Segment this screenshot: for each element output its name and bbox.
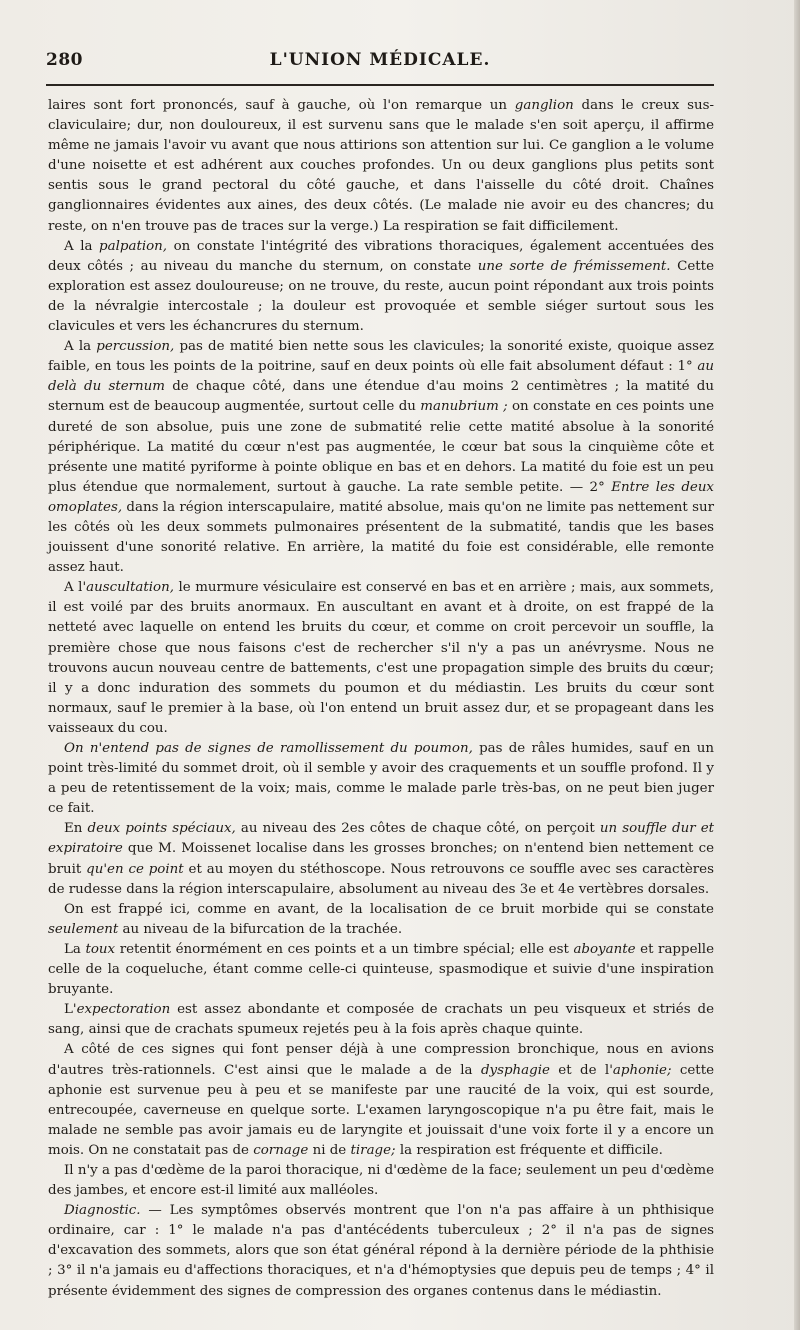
text-run: retentit énormément en ces points et a un timbre spécial; elle est — [115, 941, 574, 957]
text-run: L' — [64, 1002, 77, 1018]
italic-text: aphonie; — [612, 1062, 672, 1078]
text-run: on constate l'intégrité des vibrations thoraciques, également accentuées des deux côtés ; au niveau du manche du sternum, on constate — [48, 238, 714, 274]
text-run: de chaque côté, dans une étendue d'au moins 2 centimètres ; la matité du sternum est de beaucoup augmentée, surtout celle du — [48, 379, 714, 415]
text-run: au niveau de la bifurcation de la trachée. — [118, 921, 403, 937]
text-run: et rappelle celle de la coqueluche, étant comme celle-ci quinteuse, spasmodique et suivie d'une inspiration bruyante. — [48, 941, 714, 998]
page-number: 280 — [46, 50, 83, 70]
italic-text: dysphagie — [480, 1062, 550, 1078]
italic-text: expectoration — [76, 1002, 171, 1018]
italic-text: deux points spéciaux, — [87, 821, 236, 837]
italic-text: Diagnostic. — [64, 1203, 141, 1219]
text-run: cette aphonie est survenue peu à peu et se manifeste par une raucité de la voix, qui est sourde, entrecoupée, caverneuse en quelque sorte. L'examen laryngoscopique n'a pu être fait, mais le malade ne semble pas avoir jamais eu de laryngite et jouissait d'une voix forte il y a encore un mois. On ne constatait pas de — [48, 1062, 714, 1158]
text-run: On est frappé ici, comme en avant, de la localisation de ce bruit morbide qui se constate — [64, 901, 714, 917]
italic-text: une sorte de frémissement. — [477, 258, 671, 274]
paragraph — [48, 1201, 714, 1301]
text-run: A la — [64, 339, 97, 355]
italic-text: palpation, — [99, 238, 168, 254]
text-run: pas de matité bien nette sous les clavicules; la sonorité existe, quoique assez faible, en tous les points de la poitrine, sauf en deux points où elle fait absolument défaut : 1° — [48, 339, 714, 375]
text-run: on constate en ces points une dureté de son absolue, puis une zone de submatité relie cette matité absolue à la sonorité périphérique. La matité du cœur n'est pas augmentée, le cœur bat sous la cinquième côte et présente une matité pyriforme à pointe oblique en bas et en dehors. La matité du foie est un peu plus étendue que normalement, surtout à gauche. La rate semble petite. — 2° — [48, 399, 714, 495]
text-run: au niveau des 2es côtes de chaque côté, on perçoit — [235, 821, 600, 837]
italic-text: au delà du sternum — [48, 359, 714, 395]
text-run: Cette exploration est assez douloureuse; on ne trouve, du reste, aucun point répondant aux trois points de la névralgie intercostale ; la douleur est provoquée et semble siéger surtout sous les clavicules et vers les échancrures du sternum. — [48, 258, 714, 335]
text-run: La — [64, 941, 86, 957]
text-run: ni de — [308, 1142, 351, 1158]
text-run: la respiration est fréquente et difficile. — [395, 1142, 663, 1158]
paragraph — [48, 1161, 714, 1201]
text-run: dans le creux sus-claviculaire; dur, non douloureux, il est survenu sans que le malade s'en soit aperçu, il affirme même ne jamais l'avoir vu avant que nous attirions son attention sur lui. Ce ganglion a le volume d'une noisette et est adhérent aux couches profondes. Un ou deux ganglions plus petits sont sentis sous le grand pectoral du côté gauche, et dans l'aisselle du côté droit. Chaînes ganglionnaires évidentes aux aines, des deux côtés. (Le malade nie avoir eu des chancres; du reste, on n'en trouve pas de traces sur la verge.) La respiration se fait difficilement. — [48, 98, 714, 234]
text-run: laires sont fort prononcés, sauf à gauche, où l'on remarque un — [48, 98, 515, 113]
page-header — [46, 50, 714, 80]
italic-text: Entre les deux omoplates, — [48, 479, 714, 515]
text-run: le murmure vésiculaire est conservé en bas et en arrière ; mais, aux sommets, il est voilé par des bruits anormaux. En auscultant en avant et à droite, on est frappé de la netteté avec laquelle on entend les bruits du cœur, et comme on croit percevoir un souffle, la première chose que nous faisons c'est de rechercher s'il n'y a pas un anévrysme. Nous ne trouvons aucun nouveau centre de battements, c'est une propagation simple des bruits du cœur; il y a donc induration des sommets du poumon et du médiastin. Les bruits du cœur sont normaux, sauf le premier à la base, où l'on entend un bruit assez dur, et se propageant dans les vaisseaux du cou. — [48, 580, 714, 736]
paragraph — [48, 337, 714, 578]
paragraph — [48, 739, 714, 819]
text-run: A l' — [64, 580, 87, 596]
text-run: que M. Moissenet localise dans les grosses bronches; on n'entend bien nettement ce bruit — [48, 841, 714, 877]
text-run: En — [64, 821, 88, 837]
italic-text: seulement — [48, 921, 119, 937]
italic-text: qu'en ce point — [86, 861, 184, 877]
text-run: dans la région interscapulaire, matité absolue, mais qu'on ne limite pas nettement sur les côtés où les deux sommets pulmonaires présentent de la submatité, tandis que les bases jouissent d'une sonorité relative. En arrière, la matité du foie est considérable, elle remonte assez haut. — [48, 499, 714, 576]
paragraph — [48, 900, 714, 940]
text-run: A la — [64, 238, 100, 254]
text-run: et de l' — [549, 1062, 613, 1078]
paragraph — [48, 940, 714, 1000]
italic-text: aboyante — [573, 941, 636, 957]
paragraph — [48, 237, 714, 337]
header-rule — [46, 84, 714, 86]
paragraph — [48, 1000, 714, 1040]
paragraph — [48, 1040, 714, 1161]
text-run: et au moyen du stéthoscope. Nous retrouvons ce souffle avec ses caractères de rudesse dans la région interscapulaire, absolument au niveau des 3e et 4e vertèbres dorsales. — [48, 861, 714, 897]
text-run: — Les symptômes observés montrent que l'on n'a pas affaire à un phthisique ordinaire, car : 1° le malade n'a pas d'antécédents tuberculeux ; 2° il n'a pas de signes d'excavation des sommets, alors que son état général répond à la dernière période de la phthisie ; 3° il n'a jamais eu d'affections thoraciques, et n'a d'hémoptysies que depuis peu de temps ; 4° il présente évidemment des signes de compression des organes contenus dans le médiastin. — [48, 1203, 714, 1299]
body-text — [48, 96, 714, 1302]
paragraph — [48, 578, 714, 739]
italic-text: tirage; — [350, 1142, 396, 1158]
italic-text: toux — [85, 941, 116, 957]
paragraph — [48, 819, 714, 899]
text-run: est assez abondante et composée de crachats un peu visqueux et striés de sang, ainsi que de crachats spumeux rejetés peu à la fois après chaque quinte. — [48, 1002, 714, 1038]
italic-text: On n'entend pas de signes de ramollissement du poumon, — [64, 741, 473, 756]
italic-text: percussion, — [96, 339, 175, 355]
running-title: L'UNION MÉDICALE. — [269, 50, 491, 70]
italic-text: manubrium ; — [420, 399, 508, 415]
italic-text: auscultation, — [86, 580, 174, 596]
paragraph — [48, 96, 714, 237]
italic-text: ganglion — [514, 98, 574, 113]
page-edge — [794, 0, 800, 1330]
italic-text: un souffle dur et expiratoire — [48, 821, 715, 857]
italic-text: cornage — [253, 1142, 309, 1158]
text-run: Il n'y a pas d'œdème de la paroi thoracique, ni d'œdème de la face; seulement un peu d'œdème des jambes, et encore est-il limité aux malléoles. — [48, 1162, 714, 1199]
text-run: A côté de ces signes qui font penser déjà à une compression bronchique, nous en avions d'autres très-rationnels. C'est ainsi que le malade a de la — [48, 1042, 714, 1078]
text-run: pas de râles humides, sauf en un point très-limité du sommet droit, où il semble y avoir des craquements et un souffle profond. Il y a peu de retentissement de la voix; mais, comme le malade parle très-bas, on ne peut bien juger ce fait. — [48, 741, 714, 817]
